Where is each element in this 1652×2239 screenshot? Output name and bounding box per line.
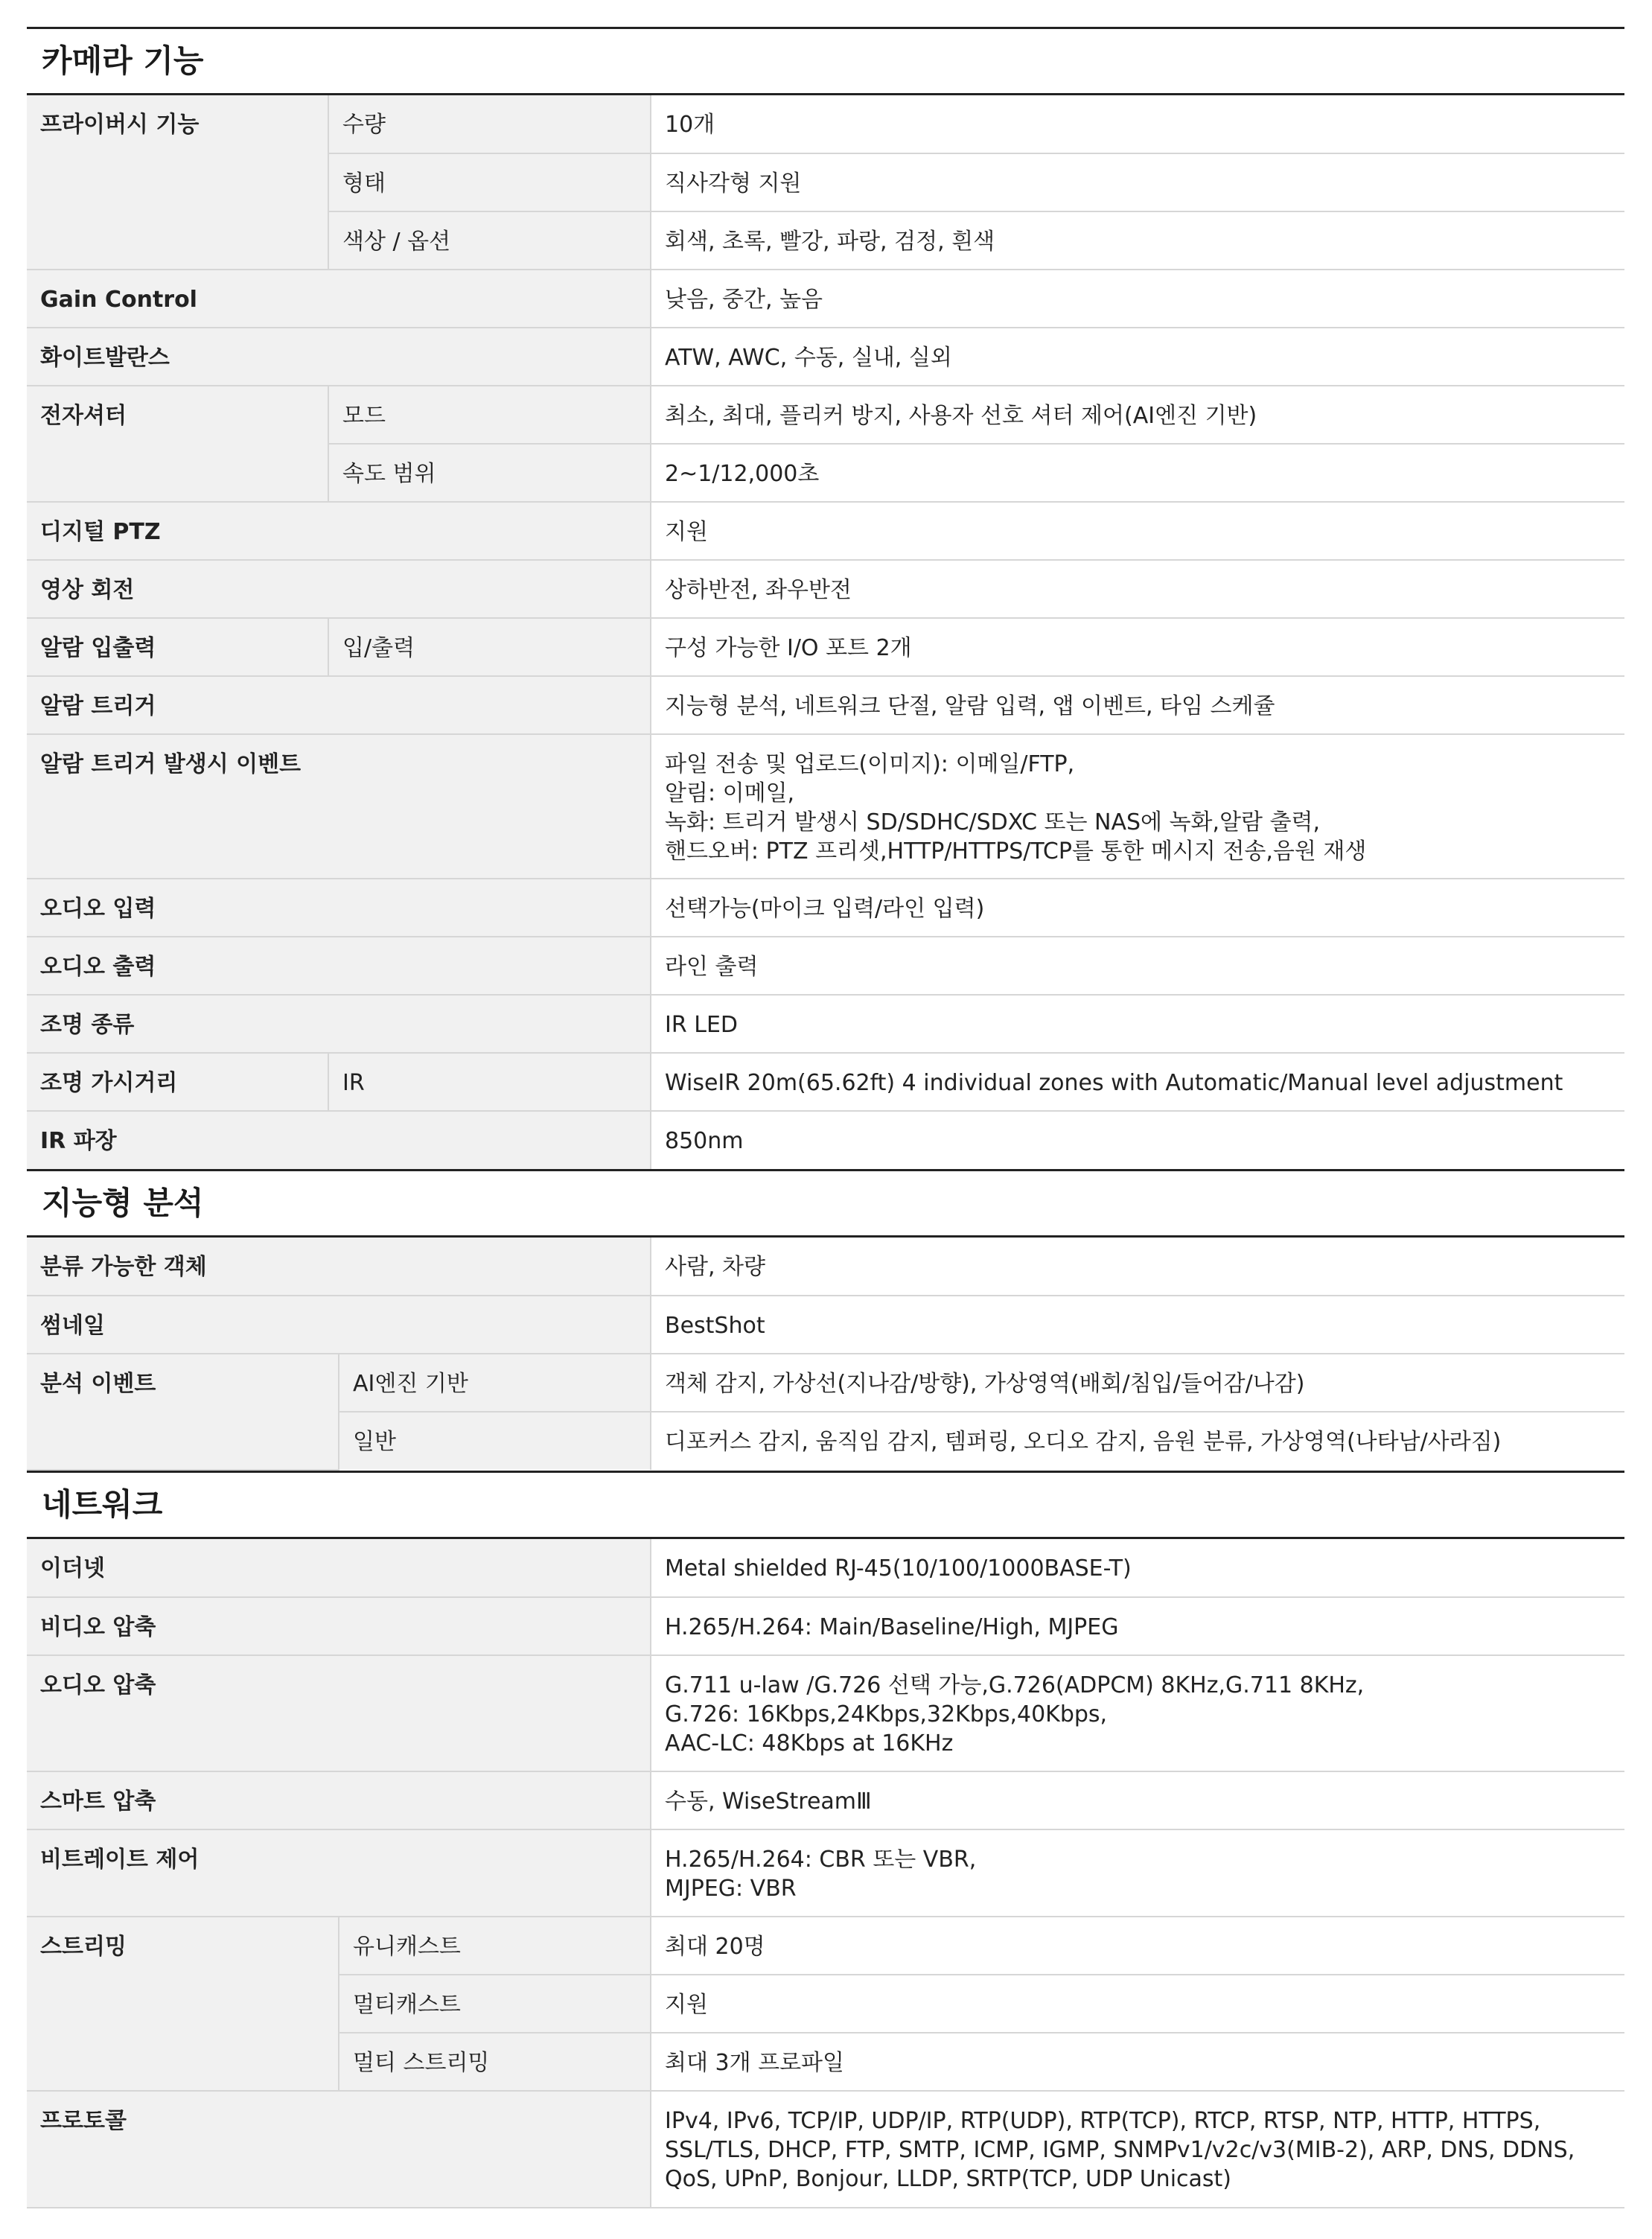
table-row: [27, 1597, 1624, 1655]
value-line: ATW, AWC, 수동, 실내, 실외: [665, 345, 952, 371]
value-line: 낮음, 중간, 높음: [665, 287, 823, 313]
row-value: [651, 995, 1624, 1053]
value-line: WiseIR 20m(65.62ft) 4 individual zones with Automatic/Manual level adjustment: [665, 1070, 1563, 1096]
value-line: 알림: 이메일,: [665, 780, 795, 806]
row-label: 화이트발란스: [27, 328, 651, 386]
row-label: 조명 가시거리: [27, 1053, 328, 1111]
value-line: 수동, WiseStreamⅢ: [665, 1789, 872, 1815]
row-value: [651, 1296, 1624, 1354]
row-value: [651, 2091, 1624, 2207]
row-label: 스마트 압축: [27, 1771, 651, 1829]
table-row: [27, 995, 1624, 1053]
row-value: [651, 618, 1624, 676]
table-row: [27, 937, 1624, 995]
row-value: [651, 386, 1624, 444]
value-line: 회색, 초록, 빨강, 파랑, 검정, 흰색: [665, 229, 995, 255]
row-label: 비트레이트 제어: [27, 1829, 651, 1917]
value-line: IR LED: [665, 1012, 738, 1038]
table-row: [27, 1354, 1624, 1412]
row-sublabel: 유니캐스트: [339, 1917, 651, 1975]
row-label: 스트리밍: [27, 1917, 339, 2091]
value-line: IPv4, IPv6, TCP/IP, UDP/IP, RTP(UDP), RTP(TCP), RTCP, RTSP, NTP, HTTP, HTTPS,: [665, 2108, 1541, 2134]
row-sublabel: 수량: [328, 95, 651, 153]
value-line: 라인 출력: [665, 954, 759, 980]
row-label: 비디오 압축: [27, 1597, 651, 1655]
section-title: 카메라 기능: [27, 27, 1624, 95]
row-label: 알람 트리거 발생시 이벤트: [27, 734, 651, 879]
value-line: 지능형 분석, 네트워크 단절, 알람 입력, 앱 이벤트, 타임 스케쥴: [665, 693, 1275, 719]
row-label: 영상 회전: [27, 560, 651, 618]
bottom-rule: [27, 2207, 1624, 2208]
value-line: BestShot: [665, 1313, 765, 1339]
value-line: 상하반전, 좌우반전: [665, 577, 852, 603]
value-line: Metal shielded RJ-45(10/100/1000BASE-T): [665, 1555, 1132, 1582]
value-line: 850nm: [665, 1128, 744, 1154]
row-value: [651, 1111, 1624, 1169]
row-value: [651, 1829, 1624, 1917]
row-value: [651, 560, 1624, 618]
value-line: AAC-LC: 48Kbps at 16KHz: [665, 1730, 954, 1757]
row-value: [651, 734, 1624, 879]
value-line: 2~1/12,000초: [665, 461, 820, 487]
row-label: 오디오 출력: [27, 937, 651, 995]
row-value: [651, 676, 1624, 734]
table-row: [27, 2091, 1624, 2207]
row-value: [651, 1354, 1624, 1412]
row-label: Gain Control: [27, 270, 651, 328]
value-line: 디포커스 감지, 움직임 감지, 템퍼링, 오디오 감지, 음원 분류, 가상영역(나타남/사라짐): [665, 1429, 1502, 1455]
row-sublabel: 멀티 스트리밍: [339, 2033, 651, 2091]
spec-table: [27, 1238, 1624, 1471]
row-label: 프로토콜: [27, 2091, 651, 2207]
row-value: [651, 1238, 1624, 1296]
table-row: [27, 1655, 1624, 1771]
value-line: 핸드오버: PTZ 프리셋,HTTP/HTTPS/TCP를 통한 메시지 전송,음원 재생: [665, 838, 1367, 864]
row-value: [651, 270, 1624, 328]
row-sublabel: 모드: [328, 386, 651, 444]
value-line: G.726: 16Kbps,24Kbps,32Kbps,40Kbps,: [665, 1701, 1108, 1727]
table-row: [27, 676, 1624, 734]
table-row: [27, 1829, 1624, 1917]
table-row: [27, 1917, 1624, 1975]
table-row: [27, 560, 1624, 618]
value-line: MJPEG: VBR: [665, 1876, 797, 1902]
row-label: 알람 입출력: [27, 618, 328, 676]
table-row: [27, 1771, 1624, 1829]
value-line: SSL/TLS, DHCP, FTP, SMTP, ICMP, IGMP, SNMPv1/v2c/v3(MIB-2), ARP, DNS, DDNS,: [665, 2137, 1575, 2163]
row-sublabel: 입/출력: [328, 618, 651, 676]
value-line: 최대 3개 프로파일: [665, 2050, 845, 2076]
row-label: 디지털 PTZ: [27, 502, 651, 560]
table-row: [27, 1111, 1624, 1169]
row-value: [651, 153, 1624, 211]
spec-sheet: [27, 27, 1624, 2208]
row-value: [651, 211, 1624, 270]
row-label: 오디오 입력: [27, 879, 651, 937]
table-row: [27, 1053, 1624, 1111]
row-sublabel: 속도 범위: [328, 444, 651, 502]
row-value: [651, 2033, 1624, 2091]
row-value: [651, 1539, 1624, 1597]
value-line: 객체 감지, 가상선(지나감/방향), 가상영역(배회/침입/들어감/나감): [665, 1371, 1305, 1397]
row-value: [651, 937, 1624, 995]
table-row: [27, 1296, 1624, 1354]
table-row: [27, 1238, 1624, 1296]
row-label: 썸네일: [27, 1296, 651, 1354]
row-label: 이더넷: [27, 1539, 651, 1597]
row-sublabel: 멀티캐스트: [339, 1975, 651, 2033]
value-line: H.265/H.264: Main/Baseline/High, MJPEG: [665, 1614, 1119, 1640]
row-label: 오디오 압축: [27, 1655, 651, 1771]
row-value: [651, 879, 1624, 937]
row-sublabel: AI엔진 기반: [339, 1354, 651, 1412]
row-label: 전자셔터: [27, 386, 328, 502]
row-value: [651, 1917, 1624, 1975]
spec-table: [27, 95, 1624, 1169]
value-line: 최대 20명: [665, 1934, 765, 1960]
row-label: 분석 이벤트: [27, 1354, 339, 1470]
value-line: 지원: [665, 519, 708, 545]
row-value: [651, 1053, 1624, 1111]
value-line: 선택가능(마이크 입력/라인 입력): [665, 896, 985, 922]
value-line: H.265/H.264: CBR 또는 VBR,: [665, 1847, 977, 1873]
row-sublabel: 색상 / 옵션: [328, 211, 651, 270]
row-value: [651, 328, 1624, 386]
row-label: 조명 종류: [27, 995, 651, 1053]
table-row: [27, 734, 1624, 879]
table-row: [27, 270, 1624, 328]
value-line: 직사각형 지원: [665, 171, 802, 197]
value-line: 지원: [665, 1992, 708, 2018]
value-line: 녹화: 트리거 발생시 SD/SDHC/SDXC 또는 NAS에 녹화,알람 출력,: [665, 809, 1321, 835]
row-value: [651, 1975, 1624, 2033]
row-label: 알람 트리거: [27, 676, 651, 734]
row-value: [651, 502, 1624, 560]
table-row: [27, 879, 1624, 937]
section-title: 지능형 분석: [27, 1169, 1624, 1238]
row-sublabel: IR: [328, 1053, 651, 1111]
row-value: [651, 1655, 1624, 1771]
row-sublabel: 일반: [339, 1412, 651, 1470]
value-line: G.711 u-law /G.726 선택 가능,G.726(ADPCM) 8KHz,G.711 8KHz,: [665, 1672, 1365, 1698]
value-line: 사람, 차량: [665, 1254, 765, 1280]
table-row: [27, 328, 1624, 386]
value-line: 구성 가능한 I/O 포트 2개: [665, 635, 912, 661]
table-row: [27, 502, 1624, 560]
table-row: [27, 95, 1624, 153]
spec-table: [27, 1539, 1624, 2207]
row-sublabel: 형태: [328, 153, 651, 211]
value-line: 10개: [665, 112, 715, 138]
value-line: QoS, UPnP, Bonjour, LLDP, SRTP(TCP, UDP Unicast): [665, 2166, 1232, 2192]
row-value: [651, 444, 1624, 502]
row-value: [651, 95, 1624, 153]
row-value: [651, 1597, 1624, 1655]
row-label: 분류 가능한 객체: [27, 1238, 651, 1296]
section-title: 네트워크: [27, 1471, 1624, 1539]
table-row: [27, 618, 1624, 676]
value-line: 최소, 최대, 플리커 방지, 사용자 선호 셔터 제어(AI엔진 기반): [665, 403, 1257, 429]
table-row: [27, 1539, 1624, 1597]
row-label: IR 파장: [27, 1111, 651, 1169]
row-value: [651, 1771, 1624, 1829]
row-value: [651, 1412, 1624, 1470]
table-row: [27, 386, 1624, 444]
row-label: 프라이버시 기능: [27, 95, 328, 270]
value-line: 파일 전송 및 업로드(이미지): 이메일/FTP,: [665, 751, 1075, 777]
